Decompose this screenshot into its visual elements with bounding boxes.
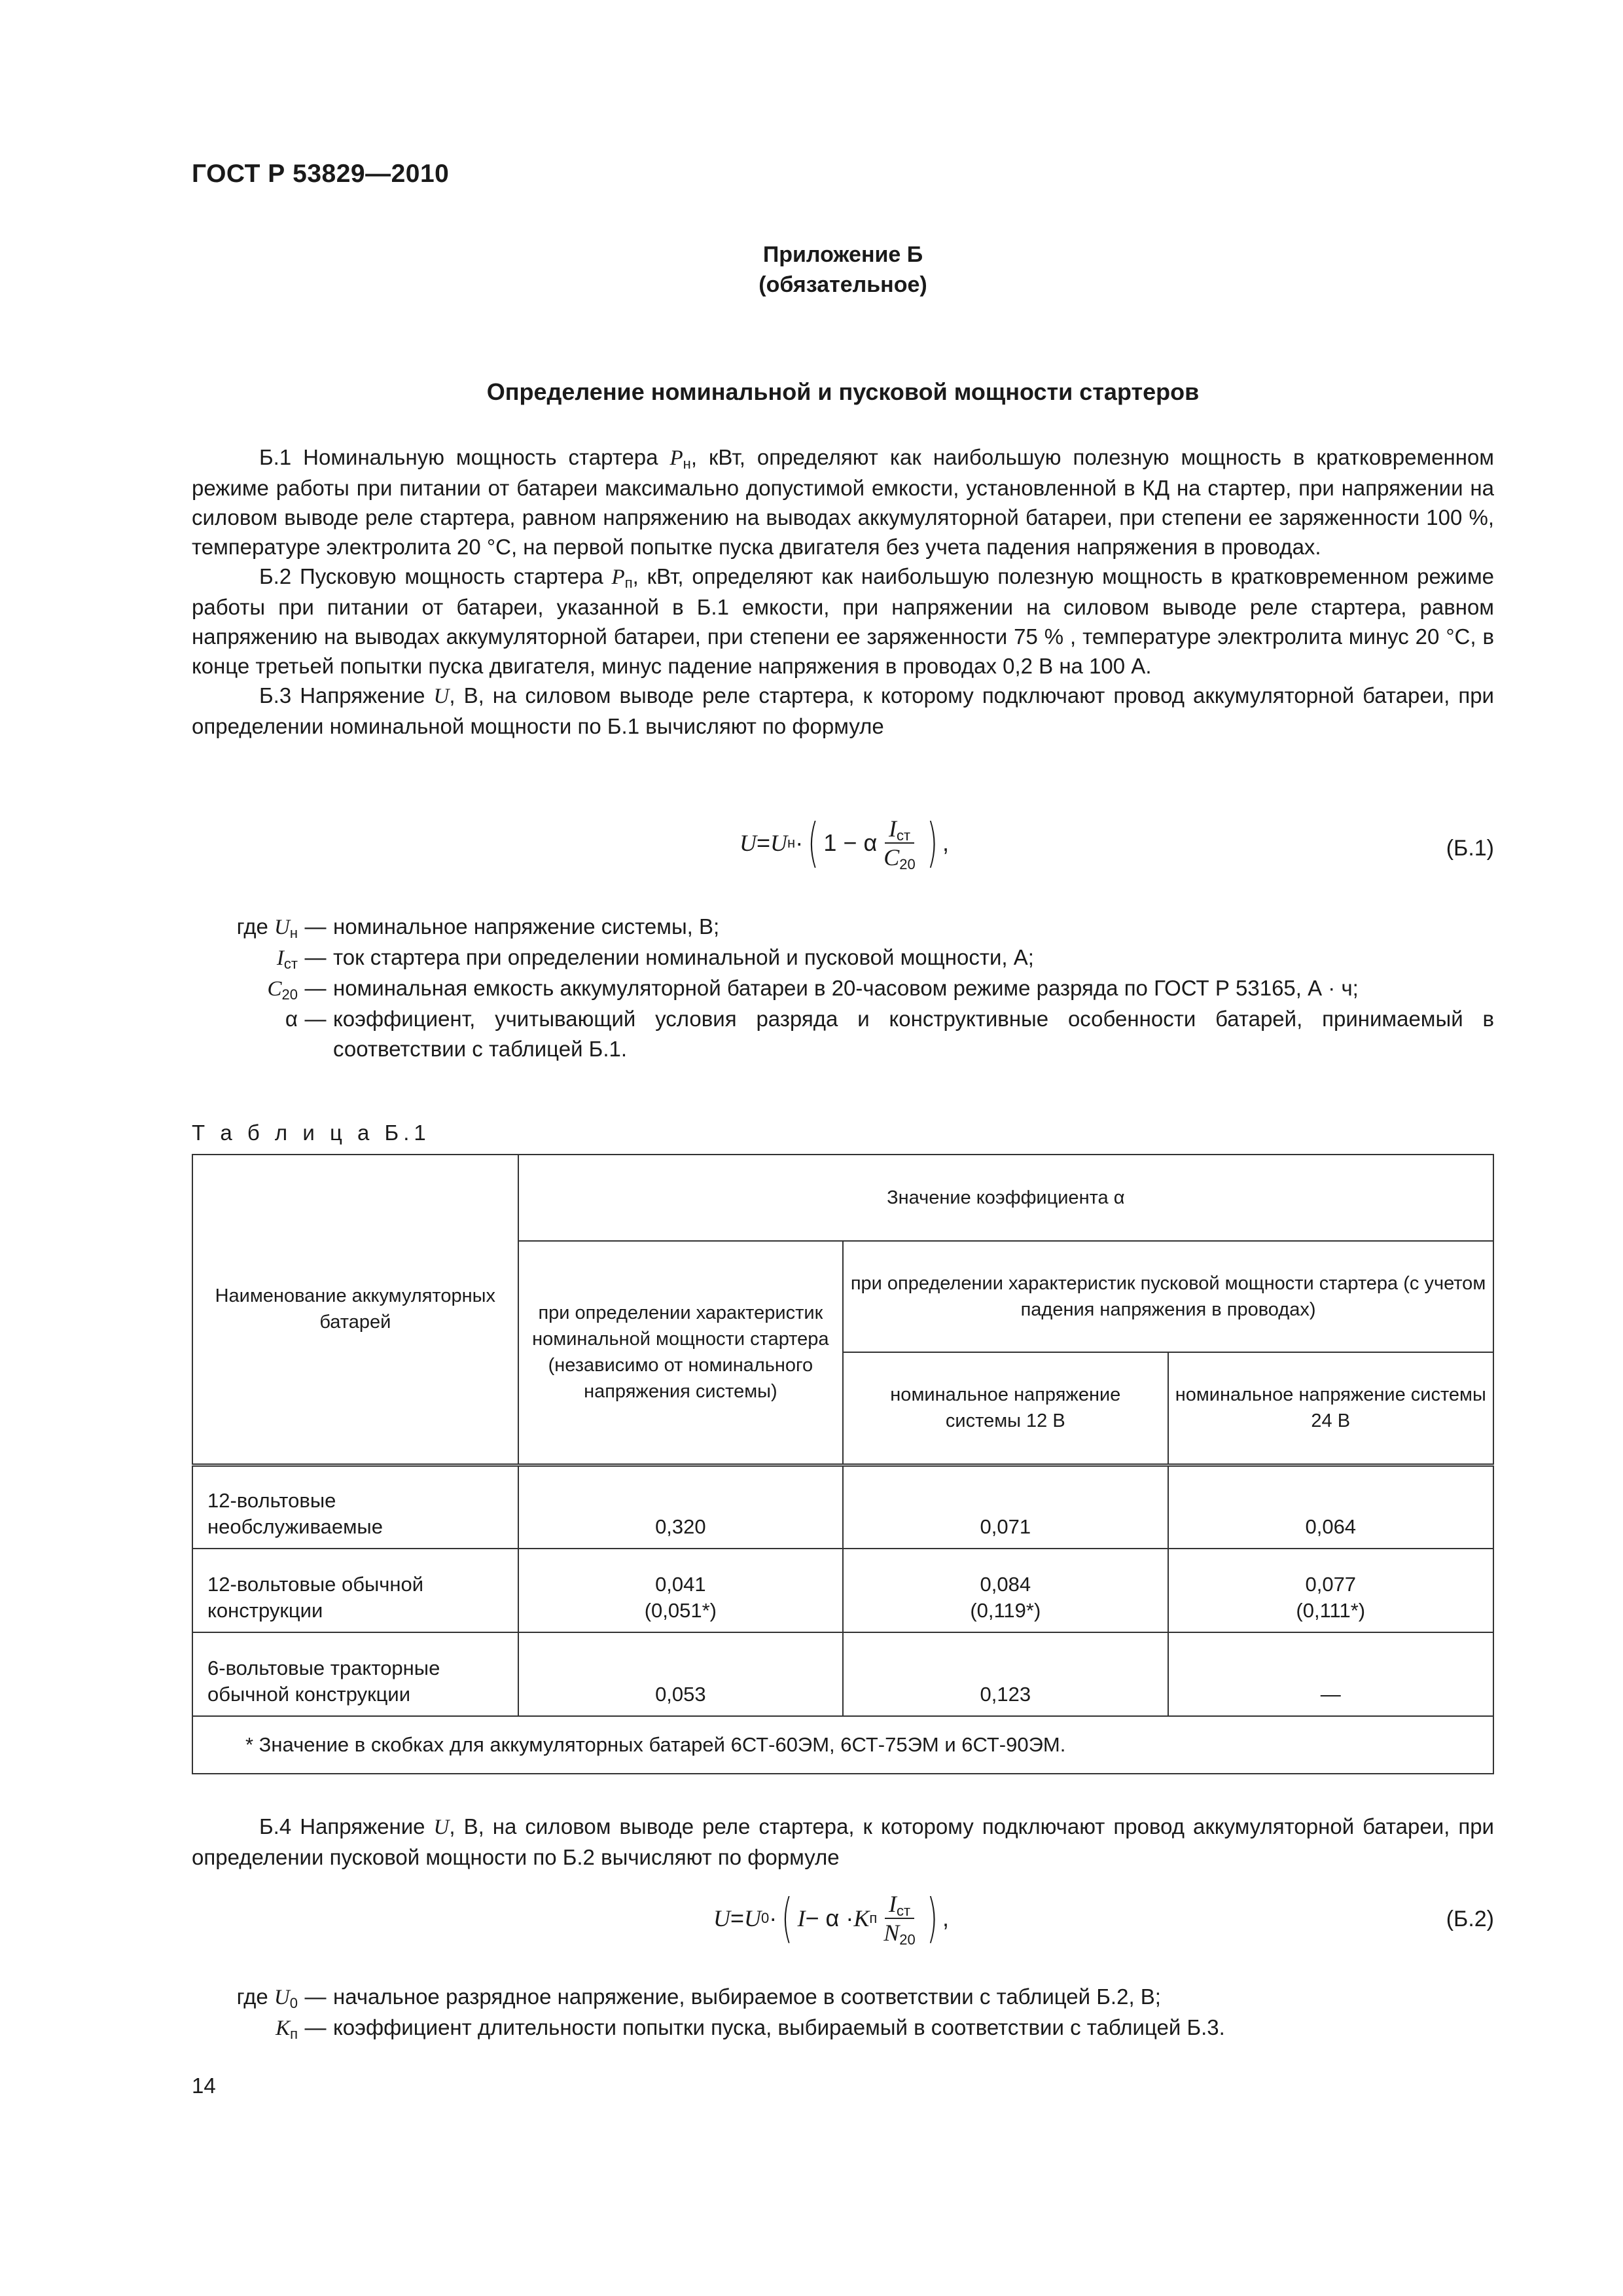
table-footnote: * Значение в скобках для аккумуляторных батарей 6СТ-60ЭМ, 6СТ-75ЭМ и 6СТ-90ЭМ. [192, 1716, 1493, 1774]
header-nominal: при определении характеристик номинальной мощности стартера (независимо от номинального напряжения системы) [518, 1241, 843, 1465]
header-24v: номинальное напряжение системы 24 В [1168, 1352, 1493, 1465]
formula-b2-legend [192, 1982, 1494, 2043]
header-starting: при определении характеристик пусковой мощности стартера (с учетом падения напряжения в проводах) [843, 1241, 1493, 1352]
table-row: 12-вольтовые обычной конструкции 0,041 (0,051*) 0,084 (0,119*) 0,077 (0,111*) [192, 1549, 1493, 1632]
section-title: Определение номинальной и пусковой мощности стартеров [486, 378, 1200, 405]
legend-item-un: где $U_н$ — номинальное напряжение системы, В; [236, 914, 720, 941]
table-row: 12-вольтовые необслуживаемые 0,320 0,071 0,064 [192, 1465, 1493, 1549]
legend-item-u0: где $U_0$ — начальное разрядное напряжение, выбираемое в соответствии с таблицей Б.2, В; [236, 1984, 1161, 2011]
paragraph-b4: Б.4 Напряжение U, В, на силовом выводе реле стартера, к которому подключают провод аккумуляторной батареи, при определении пусковой мощности по Б.2 вычисляют по формуле [192, 1814, 1494, 1869]
document-header: ГОСТ Р 53829—2010 [192, 160, 450, 188]
legend-item-kp: $K_п$ — коэффициент длительности попытки пуска, выбираемый в соответствии с таблицей Б.3. [276, 2015, 1225, 2042]
formula-b1: U = U н · ( 1 − α $\frac{I_{ст}}{C_{20}}$ ) , [740, 812, 950, 873]
formula-b1-number: (Б.1) [1446, 836, 1494, 861]
formula-b2-number: (Б.2) [1446, 1907, 1494, 1931]
paragraph-b2: Б.2 Пусковую мощность стартера $P_п$, кВт, определяют как наибольшую полезную мощность в кратковременном режиме работы при питании от батареи, указанной в Б.1 емкости, при напряжении на силовом выводе реле стартера, равном напряжению на выводах аккумуляторной батареи, при степени ее заряженности 75 % , температуре электролита минус 20 °С, в конце третьей попытки пуска двигателя, минус падение напряжения в проводах 0,2 В на 100 А. [192, 564, 1494, 678]
legend-item-c20: $C_{20}$ — номинальная емкость аккумуляторной батареи в 20-часовом режиме разряда по ГОСТ Р 53165, А · ч; [267, 976, 1359, 1003]
page-number: 14 [192, 2073, 216, 2098]
appendix-title: Приложение Б [762, 242, 923, 267]
table-row: 6-вольтовые тракторные обычной конструкции 0,053 0,123 — [192, 1632, 1493, 1716]
table-caption: Т а б л и ц а Б.1 [192, 1121, 431, 1145]
header-battery-name: Наименование аккумуляторных батарей [192, 1155, 518, 1465]
legend-item-alpha: α — коэффициент, учитывающий условия разряда и конструктивные особенности батарей, принимаемый в соответствии с таблицей Б.1. [285, 1007, 1494, 1061]
formula-b2: U = U 0 · ( I − α · K п $\frac{I_{ст}}{N_{20}}$ ) , [713, 1888, 949, 1948]
paragraph-b4-block [192, 1812, 1494, 1872]
header-alpha: Значение коэффициента α [518, 1155, 1493, 1241]
appendix-heading [192, 240, 1494, 300]
table-b1 [192, 1154, 1494, 1774]
paragraph-b3: Б.3 Напряжение U, В, на силовом выводе реле стартера, к которому подключают провод аккумуляторной батареи, при определении номинальной мощности по Б.1 вычисляют по формуле [192, 683, 1494, 738]
formula-b1-legend [192, 912, 1494, 1064]
paragraphs-b1-b3 [192, 442, 1494, 741]
appendix-note: (обязательное) [758, 272, 927, 297]
legend-item-ist: $I_{ст}$ — ток стартера при определении номинальной и пусковой мощности, А; [276, 945, 1034, 972]
paragraph-b1: Б.1 Номинальную мощность стартера $P_н$, кВт, определяют как наибольшую полезную мощность в кратковременном режиме работы при питании от батареи максимально допустимой емкости, установленной в КД на стартер, при напряжении на силовом выводе реле стартера, равном напряжению на выводах аккумуляторной батареи, при степени ее заряженности 100 %, температуре электролита 20 °С, на первой попытке пуска двигателя без учета падения напряжения в проводах. [192, 445, 1494, 559]
header-12v: номинальное напряжение системы 12 В [843, 1352, 1168, 1465]
